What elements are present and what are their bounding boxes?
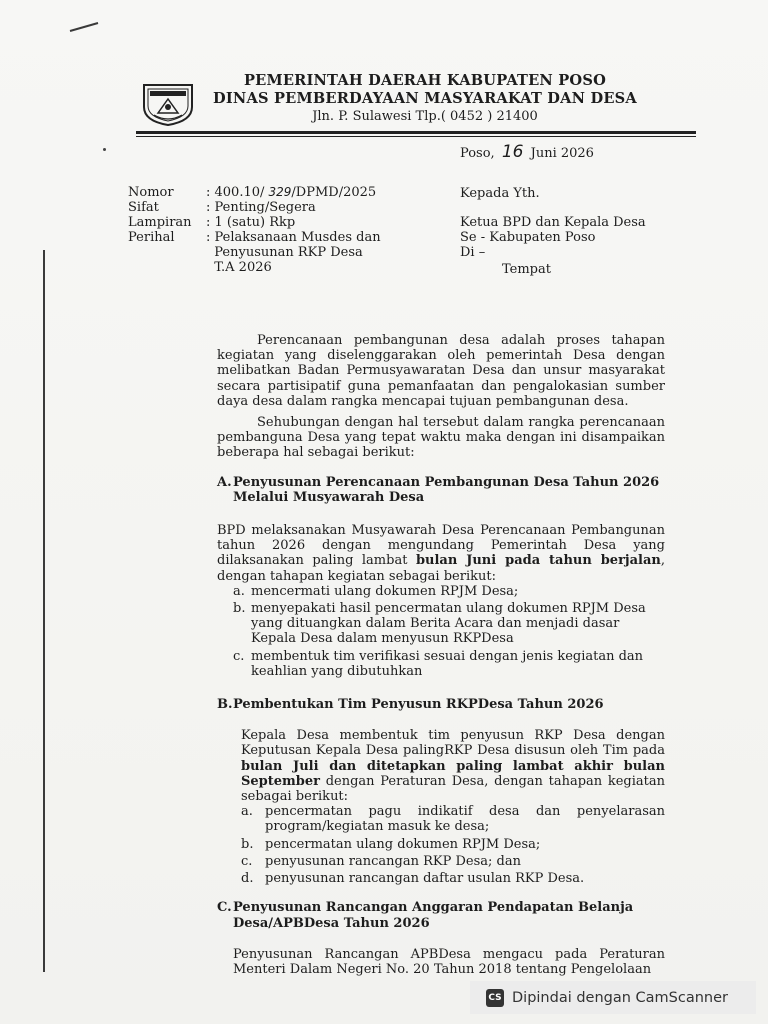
recipient-place: Tempat: [502, 262, 551, 277]
list-item: a. mencermati ulang dokumen RPJM Desa;: [233, 583, 519, 599]
camscanner-logo-icon: CS: [486, 989, 504, 1007]
letterhead-government: PEMERINTAH DAERAH KABUPATEN POSO: [243, 72, 606, 89]
meta-row: [128, 230, 396, 245]
meta-value: : 1 (satu) Rkp: [206, 215, 296, 230]
meta-key: Perihal: [128, 230, 175, 245]
letter-body: [217, 333, 665, 977]
letterhead-rule-thick: [136, 131, 696, 134]
section-b-list: [241, 804, 665, 886]
meta-value: Penyusunan RKP Desa: [206, 245, 363, 260]
list-item: c. penyusunan rancangan RKP Desa; dan: [241, 853, 521, 869]
meta-value: T.A 2026: [206, 260, 272, 275]
section-c-intro: Penyusunan Rancangan APBDesa mengacu pada Peraturan Menteri Dalam Negeri No. 20 Tahun 2018 tentang Pengelolaan: [233, 946, 665, 977]
camscanner-text: Dipindai dengan CamScanner: [512, 989, 729, 1006]
meta-key: Nomor: [128, 185, 174, 200]
letter-date: [460, 142, 594, 162]
meta-value: : 400.10/ 329/DPMD/2025: [206, 185, 377, 200]
meta-row: [128, 185, 396, 200]
meta-row: [128, 260, 396, 275]
meta-row: [128, 215, 396, 230]
scan-speck: [103, 148, 106, 151]
letterhead-address: Jln. P. Sulawesi Tlp.( 0452 ) 21400: [312, 109, 538, 124]
meta-value: : Pelaksanaan Musdes dan: [206, 230, 381, 245]
recipient-line: Ketua BPD dan Kepala Desa: [460, 215, 646, 230]
list-item: b. menyepakati hasil pencermatan ulang dokumen RPJM Desa yang dituangkan dalam Berita Acara dan menjadi dasar Kepala Desa dalam menyusun RKPDesa: [233, 601, 646, 647]
page-edge-line: [43, 250, 45, 972]
section-b-heading: B.Pembentukan Tim Penyusun RKPDesa Tahun 2026: [217, 697, 604, 713]
letterhead-rule-thin: [136, 136, 696, 137]
list-item: b. pencermatan ulang dokumen RPJM Desa;: [241, 836, 541, 852]
date-month-year: Juni 2026: [530, 146, 594, 161]
section-a-heading: A.Penyusunan Perencanaan Pembangunan Desa Tahun 2026 Melalui Musyawarah Desa: [217, 474, 660, 505]
body-paragraph: Sehubungan dengan hal tersebut dalam rangka perencanaan pembanguna Desa yang tepat waktu maka dengan ini disampaikan beberapa hal sebagai berikut:: [217, 415, 665, 461]
poso-regency-logo-icon: [140, 77, 196, 127]
letter-meta: [128, 185, 396, 275]
list-item: a. pencermatan pagu indikatif desa dan penyelarasan program/kegiatan masuk ke desa;: [241, 804, 665, 835]
letterhead-agency: DINAS PEMBERDAYAAN MASYARAKAT DAN DESA: [213, 90, 637, 107]
section-c-heading: C.Penyusunan Rancangan Anggaran Pendapatan Belanja Desa/APBDesa Tahun 2026: [217, 900, 634, 931]
recipient-address: [460, 186, 646, 277]
recipient-line: Se - Kabupaten Poso: [460, 230, 596, 245]
meta-row: [128, 245, 396, 260]
date-day-handwritten: 16: [501, 142, 524, 162]
recipient-line: Di –: [460, 245, 486, 260]
section-a-list: [233, 584, 665, 679]
meta-value: : Penting/Segera: [206, 200, 316, 215]
meta-key: [128, 245, 206, 260]
list-item: d. penyusunan rancangan daftar usulan RKP Desa.: [241, 871, 585, 887]
letter-number-handwritten: 329: [268, 185, 292, 199]
meta-key: Lampiran: [128, 215, 192, 230]
pen-stroke-mark: [68, 20, 100, 34]
section-b-intro: Kepala Desa membentuk tim penyusun RKP Desa dengan Keputusan Kepala Desa palingRKP Desa disusun oleh Tim pada bulan Juli dan ditetapkan paling lambat akhir bulan September dengan Peraturan Desa, dengan tahapan kegiatan sebagai berikut:: [241, 728, 665, 805]
meta-row: [128, 200, 396, 215]
camscanner-watermark: [470, 981, 756, 1014]
body-paragraph: Perencanaan pembangunan desa adalah proses tahapan kegiatan yang diselenggarakan oleh pemerintah Desa dengan melibatkan Badan Permusyawaratan Desa dan unsur masyarakat secara partisipatif guna pemanfaatan dan pengalokasian sumber daya desa dalam rangka mencapai tujuan pembangunan desa.: [217, 333, 665, 409]
meta-key: [128, 260, 206, 275]
section-a-intro: BPD melaksanakan Musyawarah Desa Perencanaan Pembangunan tahun 2026 dengan mengundang Pemerintah Desa yang dilaksanakan paling lambat bulan Juni pada tahun berjalan, dengan tahapan kegiatan sebagai berikut:: [217, 523, 665, 584]
date-place: Poso,: [460, 146, 495, 161]
recipient-greeting: Kepada Yth.: [460, 186, 540, 201]
letterhead: [200, 72, 650, 125]
meta-key: Sifat: [128, 200, 159, 215]
list-item: c. membentuk tim verifikasi sesuai dengan jenis kegiatan dan keahlian yang dibutuhkan: [233, 648, 644, 679]
